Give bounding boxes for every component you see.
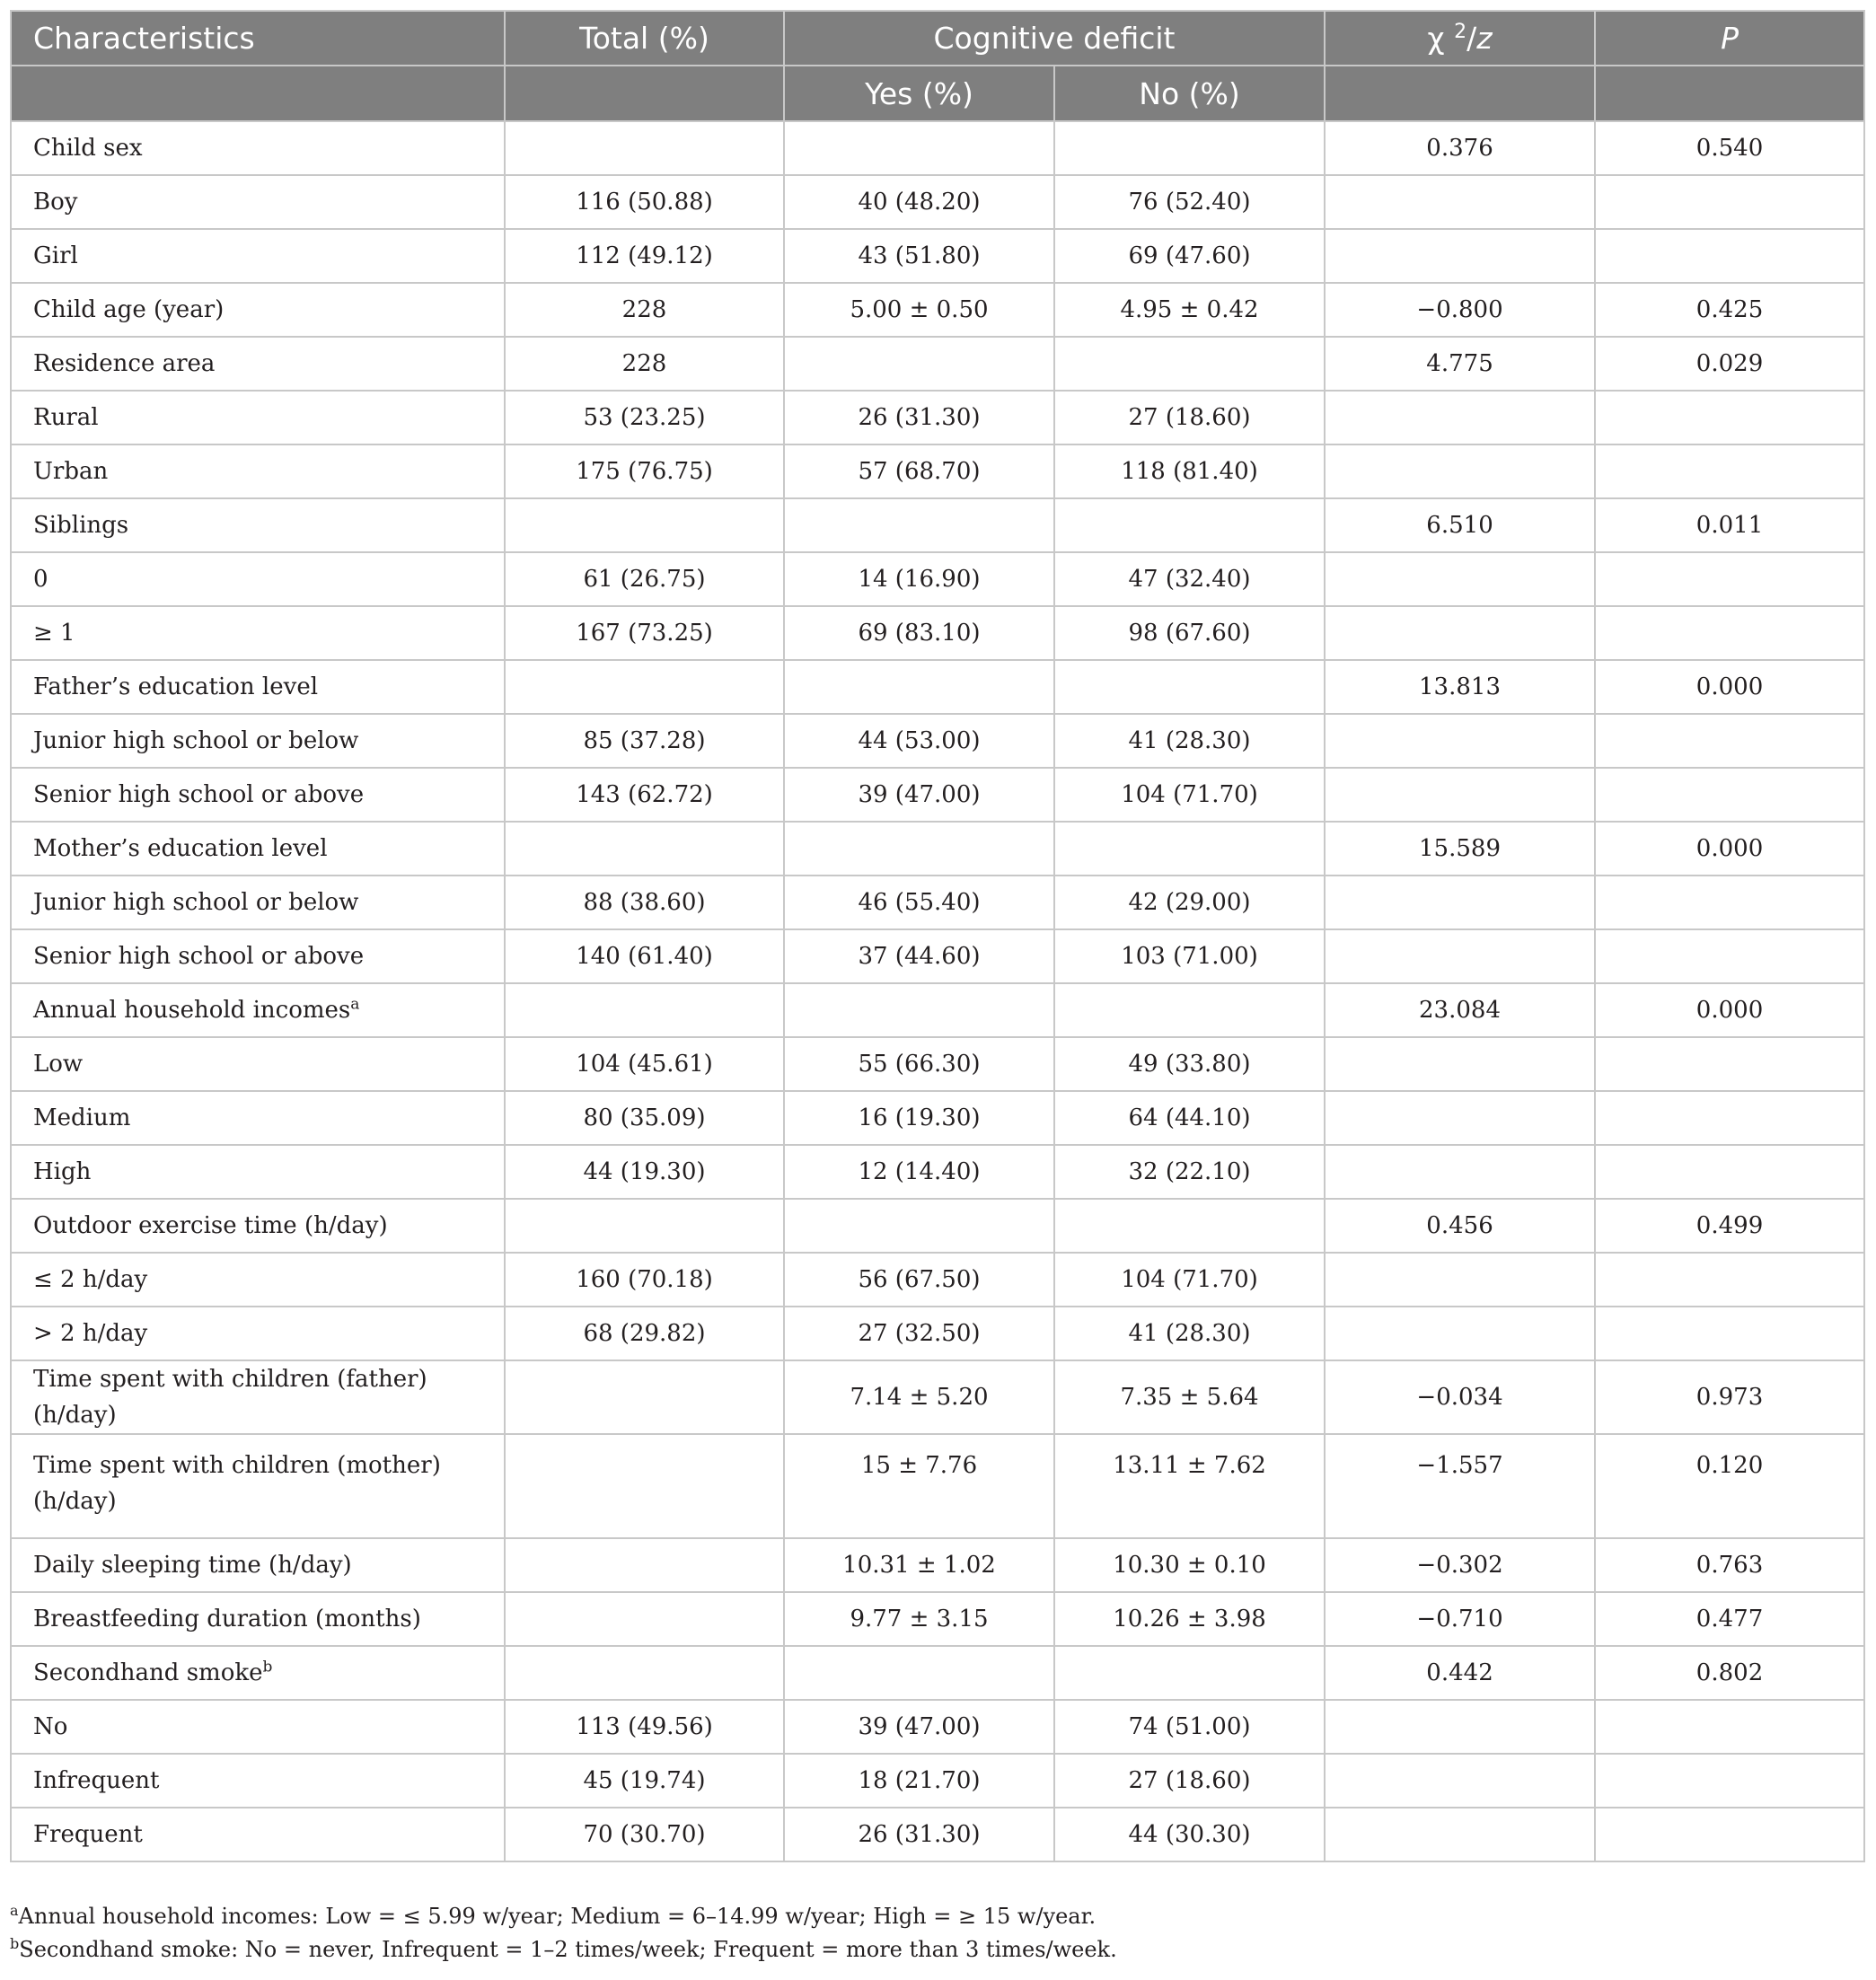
row-label-text: Breastfeeding duration (months) — [33, 1606, 421, 1632]
cell-total: 88 (38.60) — [505, 876, 784, 929]
row-label-text: Urban — [33, 458, 109, 485]
header-total: Total (%) — [505, 11, 784, 66]
row-label — [11, 552, 505, 606]
cell-p — [1595, 1253, 1864, 1307]
footnote-a — [10, 1900, 1117, 1933]
row-label-text: Mother’s education level — [33, 835, 328, 862]
cell-no — [1054, 660, 1325, 714]
cell-stat — [1325, 1808, 1595, 1861]
row-label — [11, 337, 505, 391]
cell-no: 7.35 ± 5.64 — [1054, 1360, 1325, 1434]
row-label — [11, 498, 505, 552]
cell-stat: 0.442 — [1325, 1646, 1595, 1700]
table-row — [11, 1145, 1864, 1199]
cell-no — [1054, 1199, 1325, 1253]
cell-total — [505, 1360, 784, 1434]
cell-p — [1595, 1091, 1864, 1145]
table-row — [11, 1360, 1864, 1434]
cell-stat — [1325, 229, 1595, 283]
cell-yes: 39 (47.00) — [784, 768, 1054, 822]
cell-p — [1595, 606, 1864, 660]
table-row — [11, 175, 1864, 229]
row-label — [11, 283, 505, 337]
cell-yes — [784, 822, 1054, 876]
row-label — [11, 1592, 505, 1646]
header-statistic-sup: 2 — [1454, 21, 1467, 43]
header-yes: Yes (%) — [784, 66, 1054, 121]
cell-yes — [784, 121, 1054, 175]
cell-total — [505, 1646, 784, 1700]
cell-stat: −0.710 — [1325, 1592, 1595, 1646]
cell-stat — [1325, 1754, 1595, 1808]
table-body — [11, 121, 1864, 1861]
cell-no: 49 (33.80) — [1054, 1037, 1325, 1091]
cell-p — [1595, 1037, 1864, 1091]
row-label-text: Father’s education level — [33, 673, 319, 700]
cell-total: 53 (23.25) — [505, 391, 784, 444]
cell-yes — [784, 1199, 1054, 1253]
cell-no: 118 (81.40) — [1054, 444, 1325, 498]
row-label-footnote-mark: b — [262, 1658, 273, 1676]
table-row — [11, 498, 1864, 552]
row-label — [11, 1700, 505, 1754]
row-label — [11, 1808, 505, 1861]
row-label-text: ≥ 1 — [33, 620, 75, 647]
row-label-text: Time spent with children (father) (h/day) — [33, 1366, 427, 1429]
table-row — [11, 1700, 1864, 1754]
cell-yes: 55 (66.30) — [784, 1037, 1054, 1091]
table-row — [11, 229, 1864, 283]
table-row — [11, 929, 1864, 983]
row-label-text: Time spent with children (mother) — [33, 1452, 441, 1479]
cell-p — [1595, 768, 1864, 822]
cell-p: 0.763 — [1595, 1538, 1864, 1592]
cell-yes: 56 (67.50) — [784, 1253, 1054, 1307]
cell-p: 0.499 — [1595, 1199, 1864, 1253]
row-label — [11, 606, 505, 660]
cell-stat — [1325, 876, 1595, 929]
cell-stat: 0.456 — [1325, 1199, 1595, 1253]
table-row — [11, 391, 1864, 444]
table-row — [11, 1037, 1864, 1091]
header-cognitive-deficit: Cognitive deficit — [784, 11, 1325, 66]
row-label — [11, 660, 505, 714]
row-label — [11, 444, 505, 498]
header-no: No (%) — [1054, 66, 1325, 121]
cell-total: 116 (50.88) — [505, 175, 784, 229]
cell-p — [1595, 1307, 1864, 1360]
footnote-b — [10, 1933, 1117, 1967]
cell-no: 27 (18.60) — [1054, 391, 1325, 444]
cell-total: 104 (45.61) — [505, 1037, 784, 1091]
cell-yes: 37 (44.60) — [784, 929, 1054, 983]
table-row — [11, 768, 1864, 822]
row-label — [11, 983, 505, 1037]
cell-stat — [1325, 768, 1595, 822]
cell-p: 0.000 — [1595, 983, 1864, 1037]
cell-yes: 12 (14.40) — [784, 1145, 1054, 1199]
cell-no — [1054, 822, 1325, 876]
row-label-text: Daily sleeping time (h/day) — [33, 1552, 352, 1579]
cell-yes: 26 (31.30) — [784, 391, 1054, 444]
cell-stat: 15.589 — [1325, 822, 1595, 876]
cell-p — [1595, 175, 1864, 229]
cell-stat — [1325, 1037, 1595, 1091]
cell-total — [505, 822, 784, 876]
cell-yes: 5.00 ± 0.50 — [784, 283, 1054, 337]
row-label-text: No — [33, 1713, 68, 1740]
cell-no: 4.95 ± 0.42 — [1054, 283, 1325, 337]
row-label-text: Low — [33, 1051, 84, 1078]
row-label-text: Residence area — [33, 350, 216, 377]
cell-stat — [1325, 1145, 1595, 1199]
row-label — [11, 391, 505, 444]
row-label-text: Senior high school or above — [33, 943, 365, 970]
table-row — [11, 660, 1864, 714]
table-row — [11, 1091, 1864, 1145]
cell-yes: 7.14 ± 5.20 — [784, 1360, 1054, 1434]
cell-no: 69 (47.60) — [1054, 229, 1325, 283]
table-row — [11, 283, 1864, 337]
footnote-a-mark: a — [10, 1902, 19, 1919]
cell-no — [1054, 121, 1325, 175]
row-label — [11, 929, 505, 983]
header-empty-characteristics — [11, 66, 505, 121]
cell-yes — [784, 498, 1054, 552]
cell-total: 44 (19.30) — [505, 1145, 784, 1199]
footnotes — [10, 1900, 1117, 1967]
cell-p — [1595, 929, 1864, 983]
row-label-text: Child age (year) — [33, 296, 225, 323]
cell-stat: −0.800 — [1325, 283, 1595, 337]
cell-total — [505, 660, 784, 714]
cell-yes: 27 (32.50) — [784, 1307, 1054, 1360]
characteristics-table — [10, 10, 1865, 1862]
row-label-text: Secondhand smoke — [33, 1659, 263, 1686]
row-label — [11, 1538, 505, 1592]
row-label-text: Annual household incomes — [33, 997, 351, 1024]
row-label-text: Outdoor exercise time (h/day) — [33, 1212, 388, 1239]
cell-no: 27 (18.60) — [1054, 1754, 1325, 1808]
row-label-text: > 2 h/day — [33, 1320, 148, 1347]
row-label — [11, 1253, 505, 1307]
cell-yes: 16 (19.30) — [784, 1091, 1054, 1145]
cell-yes: 14 (16.90) — [784, 552, 1054, 606]
cell-yes — [784, 660, 1054, 714]
row-label — [11, 714, 505, 768]
cell-no: 41 (28.30) — [1054, 714, 1325, 768]
row-label — [11, 822, 505, 876]
cell-no: 44 (30.30) — [1054, 1808, 1325, 1861]
header-empty-p — [1595, 66, 1864, 121]
cell-stat — [1325, 606, 1595, 660]
cell-yes: 57 (68.70) — [784, 444, 1054, 498]
row-label — [11, 1307, 505, 1360]
table-row — [11, 714, 1864, 768]
header-empty-statistic — [1325, 66, 1595, 121]
cell-stat: 23.084 — [1325, 983, 1595, 1037]
table-row — [11, 822, 1864, 876]
cell-no: 104 (71.70) — [1054, 768, 1325, 822]
table-header — [11, 11, 1864, 121]
cell-total: 160 (70.18) — [505, 1253, 784, 1307]
cell-p: 0.540 — [1595, 121, 1864, 175]
cell-p — [1595, 876, 1864, 929]
table-row — [11, 1808, 1864, 1861]
cell-no — [1054, 983, 1325, 1037]
cell-no: 42 (29.00) — [1054, 876, 1325, 929]
cell-total: 113 (49.56) — [505, 1700, 784, 1754]
footnote-a-text: Annual household incomes: Low = ≤ 5.99 w/year; Medium = 6–14.99 w/year; High = ≥ 15 w/year. — [18, 1904, 1097, 1929]
cell-p — [1595, 391, 1864, 444]
cell-no: 10.26 ± 3.98 — [1054, 1592, 1325, 1646]
cell-no: 13.11 ± 7.62 — [1054, 1434, 1325, 1538]
row-label-text: Infrequent — [33, 1767, 160, 1794]
cell-yes: 15 ± 7.76 — [784, 1434, 1054, 1538]
header-empty-total — [505, 66, 784, 121]
header-statistic-slash: / — [1466, 21, 1477, 56]
table-row — [11, 337, 1864, 391]
cell-yes — [784, 337, 1054, 391]
row-label — [11, 1037, 505, 1091]
cell-stat — [1325, 175, 1595, 229]
row-label-text: Frequent — [33, 1821, 143, 1848]
cell-yes — [784, 983, 1054, 1037]
table-row — [11, 1307, 1864, 1360]
table-row — [11, 552, 1864, 606]
row-label-text: High — [33, 1158, 92, 1185]
cell-p — [1595, 444, 1864, 498]
cell-stat — [1325, 391, 1595, 444]
cell-stat: 13.813 — [1325, 660, 1595, 714]
cell-no: 98 (67.60) — [1054, 606, 1325, 660]
cell-yes: 43 (51.80) — [784, 229, 1054, 283]
row-label-text: Child sex — [33, 135, 143, 162]
cell-yes: 18 (21.70) — [784, 1754, 1054, 1808]
header-statistic — [1325, 11, 1595, 66]
cell-stat — [1325, 1700, 1595, 1754]
header-p-label: P — [1721, 21, 1739, 56]
cell-total — [505, 1538, 784, 1592]
row-label-text: Rural — [33, 404, 99, 431]
cell-total — [505, 1592, 784, 1646]
cell-p — [1595, 1808, 1864, 1861]
table-row — [11, 1538, 1864, 1592]
header-p-value — [1595, 11, 1864, 66]
row-label-text: Boy — [33, 189, 78, 216]
cell-stat — [1325, 714, 1595, 768]
cell-p: 0.029 — [1595, 337, 1864, 391]
cell-yes: 26 (31.30) — [784, 1808, 1054, 1861]
cell-yes: 69 (83.10) — [784, 606, 1054, 660]
cell-total: 85 (37.28) — [505, 714, 784, 768]
cell-p: 0.425 — [1595, 283, 1864, 337]
header-characteristics: Characteristics — [11, 11, 505, 66]
cell-yes: 44 (53.00) — [784, 714, 1054, 768]
cell-p: 0.000 — [1595, 660, 1864, 714]
cell-stat: 0.376 — [1325, 121, 1595, 175]
header-row-1 — [11, 11, 1864, 66]
characteristics-table-container — [10, 10, 1863, 1862]
table-row — [11, 1434, 1864, 1538]
cell-total — [505, 983, 784, 1037]
cell-total: 228 — [505, 283, 784, 337]
header-statistic-chi: χ — [1427, 21, 1455, 56]
table-row — [11, 606, 1864, 660]
row-label-text: Siblings — [33, 512, 129, 539]
cell-stat — [1325, 552, 1595, 606]
footnote-b-mark: b — [10, 1935, 20, 1952]
cell-stat — [1325, 1253, 1595, 1307]
cell-stat: 6.510 — [1325, 498, 1595, 552]
cell-no — [1054, 498, 1325, 552]
cell-no: 47 (32.40) — [1054, 552, 1325, 606]
row-label-text: Girl — [33, 242, 78, 269]
cell-no: 41 (28.30) — [1054, 1307, 1325, 1360]
cell-p — [1595, 1700, 1864, 1754]
cell-total: 70 (30.70) — [505, 1808, 784, 1861]
row-label-footnote-mark: a — [350, 995, 360, 1014]
cell-yes: 9.77 ± 3.15 — [784, 1592, 1054, 1646]
cell-total: 80 (35.09) — [505, 1091, 784, 1145]
cell-stat: −0.034 — [1325, 1360, 1595, 1434]
cell-p: 0.477 — [1595, 1592, 1864, 1646]
cell-stat — [1325, 1091, 1595, 1145]
row-label — [11, 1754, 505, 1808]
table-row — [11, 876, 1864, 929]
table-row — [11, 121, 1864, 175]
row-label — [11, 1145, 505, 1199]
row-label-text: Senior high school or above — [33, 781, 365, 808]
cell-total: 112 (49.12) — [505, 229, 784, 283]
row-label — [11, 768, 505, 822]
cell-p — [1595, 229, 1864, 283]
cell-no: 10.30 ± 0.10 — [1054, 1538, 1325, 1592]
cell-no: 103 (71.00) — [1054, 929, 1325, 983]
table-row — [11, 1646, 1864, 1700]
table-row — [11, 983, 1864, 1037]
footnote-b-text: Secondhand smoke: No = never, Infrequent = 1–2 times/week; Frequent = more than 3 times/week. — [19, 1937, 1117, 1962]
cell-stat: −0.302 — [1325, 1538, 1595, 1592]
row-label — [11, 175, 505, 229]
cell-total — [505, 1199, 784, 1253]
table-row — [11, 1253, 1864, 1307]
cell-yes — [784, 1646, 1054, 1700]
cell-p: 0.120 — [1595, 1434, 1864, 1538]
row-label — [11, 229, 505, 283]
cell-stat: −1.557 — [1325, 1434, 1595, 1538]
cell-total: 61 (26.75) — [505, 552, 784, 606]
header-row-2 — [11, 66, 1864, 121]
row-label — [11, 121, 505, 175]
cell-yes: 46 (55.40) — [784, 876, 1054, 929]
cell-total: 143 (62.72) — [505, 768, 784, 822]
row-label — [11, 1199, 505, 1253]
row-label-text: Junior high school or below — [33, 889, 359, 916]
cell-p: 0.973 — [1595, 1360, 1864, 1434]
cell-stat — [1325, 1307, 1595, 1360]
row-label — [11, 876, 505, 929]
cell-total: 140 (61.40) — [505, 929, 784, 983]
row-label-text-line2: (h/day) — [33, 1488, 117, 1515]
row-label-text: 0 — [33, 566, 48, 593]
cell-total — [505, 1434, 784, 1538]
cell-no: 74 (51.00) — [1054, 1700, 1325, 1754]
row-label-text: ≤ 2 h/day — [33, 1266, 148, 1293]
row-label — [11, 1434, 505, 1538]
table-row — [11, 1199, 1864, 1253]
cell-no — [1054, 1646, 1325, 1700]
cell-total: 228 — [505, 337, 784, 391]
cell-p: 0.000 — [1595, 822, 1864, 876]
row-label-text: Junior high school or below — [33, 727, 359, 754]
cell-stat — [1325, 444, 1595, 498]
cell-no: 32 (22.10) — [1054, 1145, 1325, 1199]
cell-total: 68 (29.82) — [505, 1307, 784, 1360]
cell-total — [505, 498, 784, 552]
cell-stat: 4.775 — [1325, 337, 1595, 391]
cell-p: 0.802 — [1595, 1646, 1864, 1700]
cell-yes: 40 (48.20) — [784, 175, 1054, 229]
cell-total: 175 (76.75) — [505, 444, 784, 498]
cell-yes: 39 (47.00) — [784, 1700, 1054, 1754]
table-row — [11, 1754, 1864, 1808]
cell-no: 76 (52.40) — [1054, 175, 1325, 229]
cell-total — [505, 121, 784, 175]
cell-total: 45 (19.74) — [505, 1754, 784, 1808]
row-label-text: Medium — [33, 1104, 131, 1131]
cell-yes: 10.31 ± 1.02 — [784, 1538, 1054, 1592]
table-row — [11, 444, 1864, 498]
cell-p: 0.011 — [1595, 498, 1864, 552]
header-statistic-z: z — [1476, 21, 1493, 56]
cell-stat — [1325, 929, 1595, 983]
cell-total: 167 (73.25) — [505, 606, 784, 660]
row-label — [11, 1360, 505, 1434]
cell-p — [1595, 552, 1864, 606]
cell-p — [1595, 714, 1864, 768]
table-row — [11, 1592, 1864, 1646]
cell-p — [1595, 1754, 1864, 1808]
cell-no: 64 (44.10) — [1054, 1091, 1325, 1145]
cell-p — [1595, 1145, 1864, 1199]
row-label — [11, 1646, 505, 1700]
cell-no — [1054, 337, 1325, 391]
row-label — [11, 1091, 505, 1145]
cell-no: 104 (71.70) — [1054, 1253, 1325, 1307]
